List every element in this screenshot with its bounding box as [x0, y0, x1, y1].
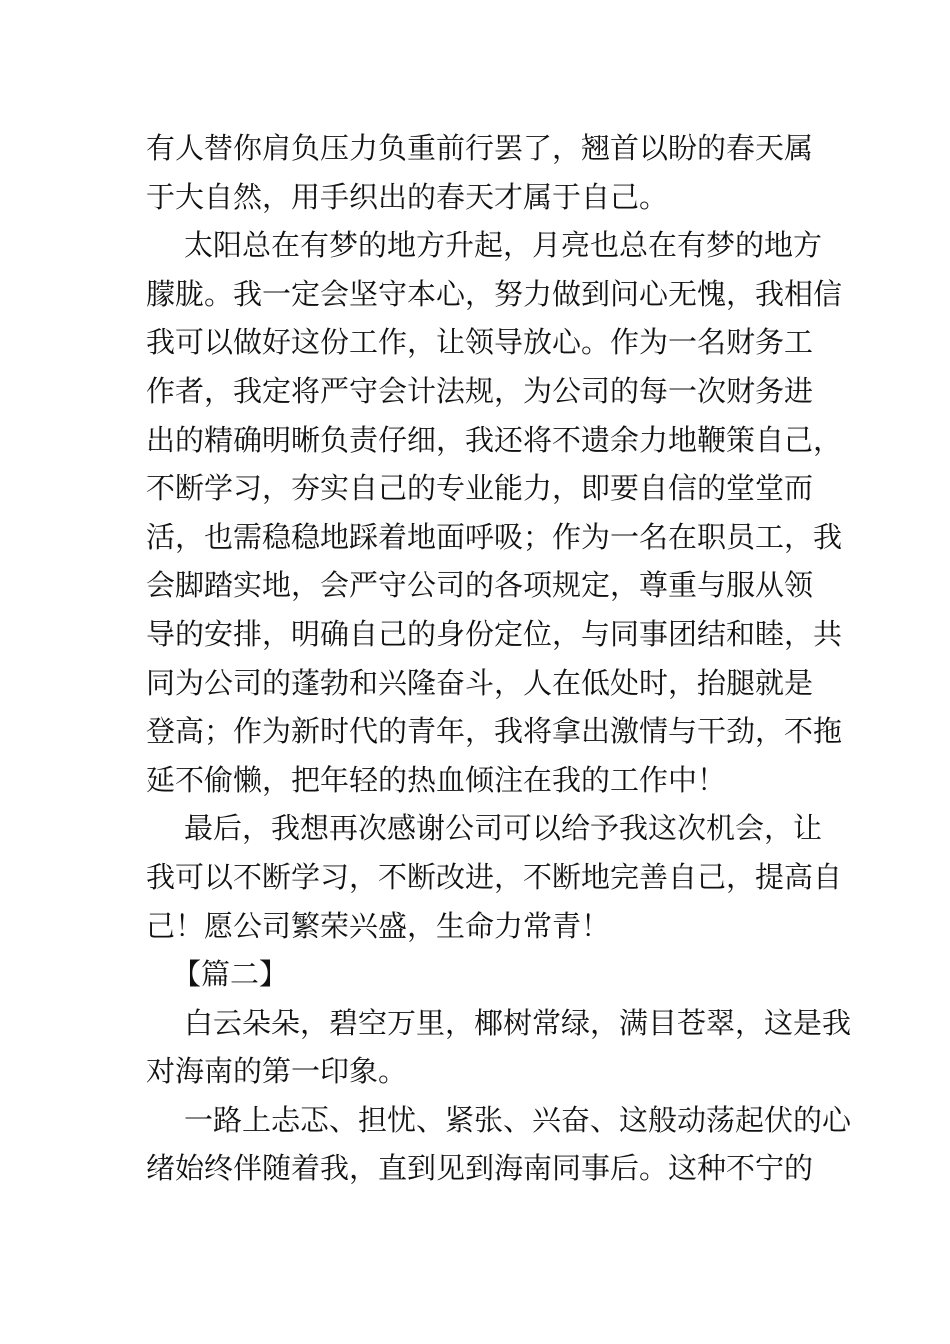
text-line: 作者，我定将严守会计法规，为公司的每一次财务进 [146, 373, 814, 408]
text-line: 活，也需稳稳地踩着地面呼吸；作为一名在职员工，我 [146, 519, 843, 554]
text-line: 于大自然，用手织出的春天才属于自己。 [146, 179, 669, 214]
text-line: 对海南的第一印象。 [146, 1054, 408, 1089]
text-line: 登高；作为新时代的青年，我将拿出激情与干劲，不拖 [146, 714, 843, 749]
text-line: 太阳总在有梦的地方升起，月亮也总在有梦的地方 [184, 228, 823, 263]
text-line: 我可以做好这份工作，让领导放心。作为一名财务工 [146, 325, 814, 360]
text-line: 延不偷懒，把年轻的热血倾注在我的工作中！ [146, 762, 727, 797]
document-body [146, 124, 852, 1193]
text-line: 最后，我想再次感谢公司可以给予我这次机会，让 [184, 811, 823, 846]
text-line: 绪始终伴随着我，直到见到海南同事后。这种不宁的 [146, 1151, 814, 1186]
section-heading: 【篇二】 [172, 957, 289, 992]
text-line: 会脚踏实地，会严守公司的各项规定，尊重与服从领 [146, 568, 814, 603]
text-line: 一路上忐忑、担忧、紧张、兴奋、这般动荡起伏的心 [184, 1102, 852, 1137]
text-line: 己！愿公司繁荣兴盛，生命力常青！ [146, 908, 611, 943]
text-line: 不断学习，夯实自己的专业能力，即要自信的堂堂而 [146, 471, 814, 506]
text-line: 朦胧。我一定会坚守本心，努力做到问心无愧，我相信 [146, 276, 843, 311]
text-line: 有人替你肩负压力负重前行罢了，翘首以盼的春天属 [146, 131, 814, 165]
text-line: 出的精确明晰负责仔细，我还将不遗余力地鞭策自己， [146, 422, 843, 457]
text-line: 我可以不断学习，不断改进，不断地完善自己，提高自 [146, 859, 843, 894]
text-line: 同为公司的蓬勃和兴隆奋斗，人在低处时，抬腿就是 [146, 665, 814, 700]
text-line: 白云朵朵，碧空万里，椰树常绿，满目苍翠，这是我 [184, 1005, 852, 1040]
text-line: 导的安排，明确自己的身份定位，与同事团结和睦，共 [146, 616, 843, 651]
